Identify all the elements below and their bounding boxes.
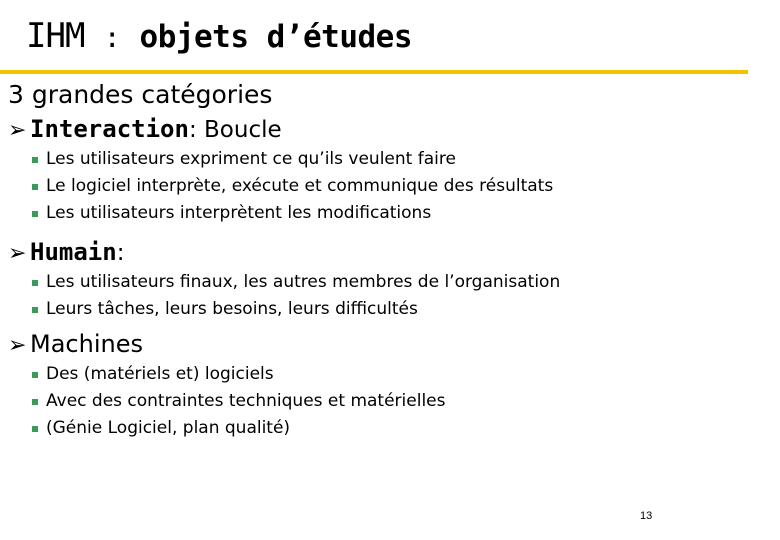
list-item-text: Leurs tâches, leurs besoins, leurs difficultés xyxy=(46,299,418,319)
section-heading-rest: : xyxy=(116,240,125,266)
title-ihm: IHM xyxy=(26,16,85,56)
square-bullet-icon xyxy=(32,399,38,405)
square-bullet-icon xyxy=(32,426,38,432)
list-item xyxy=(32,200,748,227)
categories-line: 3 grandes catégories xyxy=(8,80,273,109)
square-bullet-icon xyxy=(32,280,38,286)
slide-body xyxy=(8,78,748,442)
list-item-text: Les utilisateurs expriment ce qu’ils veulent faire xyxy=(46,149,456,169)
list-item xyxy=(32,173,748,200)
list-item-text: Les utilisateurs interprètent les modifications xyxy=(46,203,432,223)
section-interaction xyxy=(8,112,748,146)
square-bullet-icon xyxy=(32,157,38,163)
list-item xyxy=(32,296,748,323)
page-number: 13 xyxy=(640,510,653,522)
list-item xyxy=(32,361,748,388)
slide-title xyxy=(26,16,412,56)
list-item xyxy=(32,269,748,296)
section-heading: Interaction xyxy=(30,115,189,143)
list-item-text: Le logiciel interprète, exécute et communique des résultats xyxy=(46,176,554,196)
square-bullet-icon xyxy=(32,211,38,217)
list-item xyxy=(32,146,748,173)
list-item xyxy=(32,388,748,415)
section-heading: Humain xyxy=(30,238,117,266)
section-humain xyxy=(8,235,748,269)
bullet-list xyxy=(32,269,748,323)
list-item-text: Avec des contraintes techniques et matérielles xyxy=(46,391,446,411)
arrow-bullet-icon: ➢ xyxy=(8,333,27,358)
bullet-list xyxy=(32,146,748,227)
square-bullet-icon xyxy=(32,307,38,313)
arrow-bullet-icon: ➢ xyxy=(8,118,27,143)
title-subject: objets d’études xyxy=(139,19,412,55)
square-bullet-icon xyxy=(32,184,38,190)
arrow-bullet-icon: ➢ xyxy=(8,241,27,266)
section-machines xyxy=(8,327,748,361)
title-colon: : xyxy=(103,21,121,54)
title-underline xyxy=(0,70,748,74)
list-item-text: Les utilisateurs finaux, les autres membres de l’organisation xyxy=(46,272,561,292)
section-heading: Machines xyxy=(30,330,143,358)
square-bullet-icon xyxy=(32,372,38,378)
bullet-list xyxy=(32,361,748,442)
section-heading-rest: : Boucle xyxy=(188,117,282,143)
list-item-text: Des (matériels et) logiciels xyxy=(46,364,274,384)
list-item-text: (Génie Logiciel, plan qualité) xyxy=(46,418,291,438)
list-item xyxy=(32,415,748,442)
